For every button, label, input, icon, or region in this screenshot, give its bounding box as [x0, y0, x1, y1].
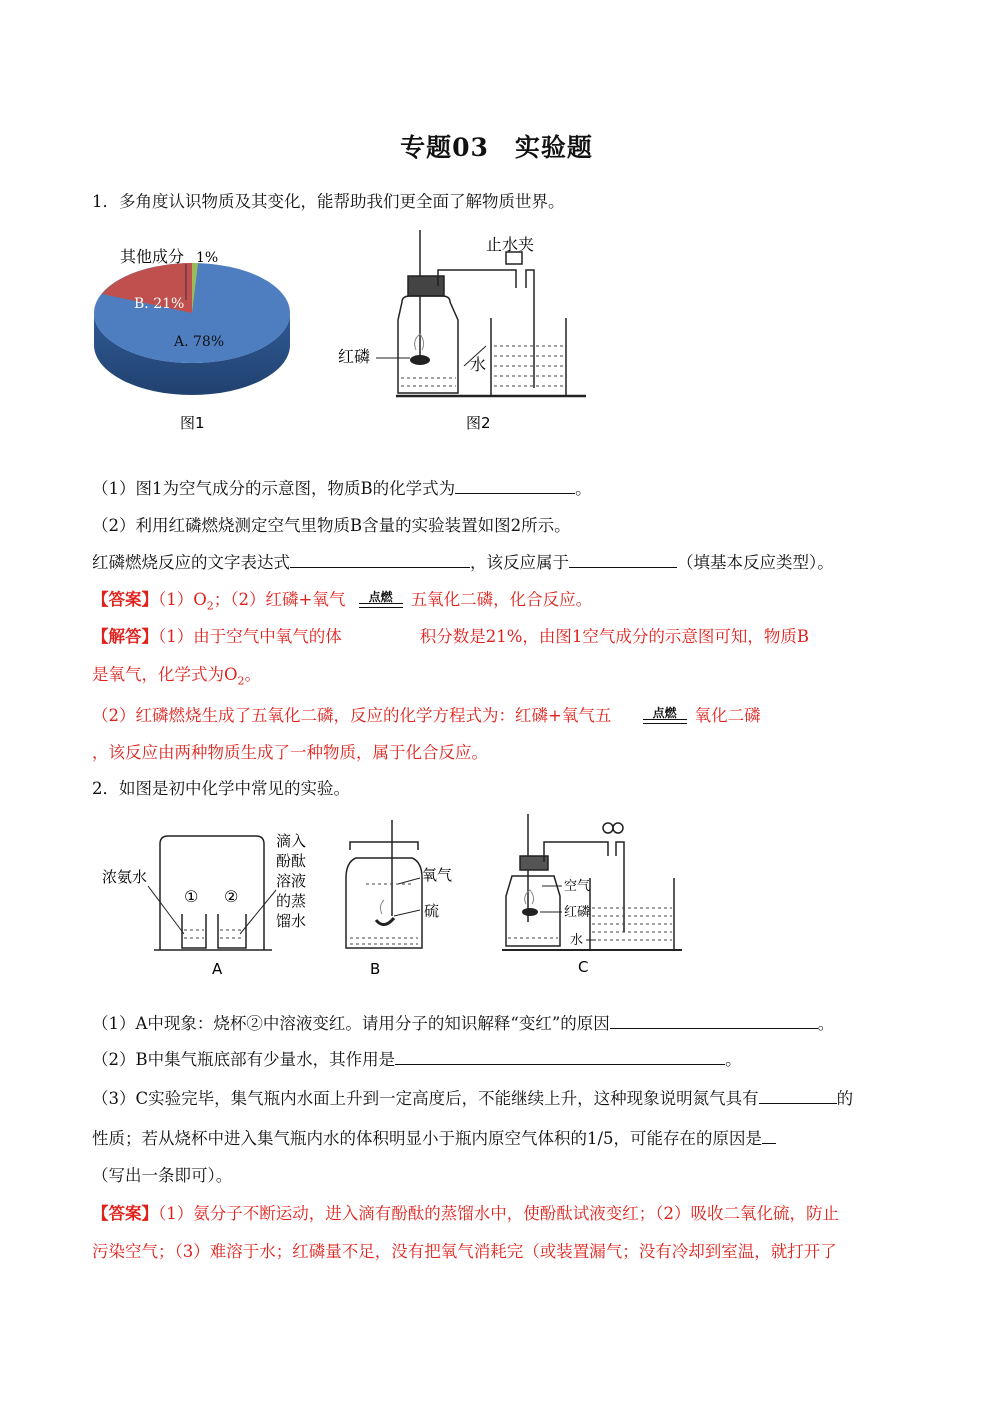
subscript: 2 [237, 674, 245, 688]
q1-part3 [92, 551, 834, 575]
q2-part4-text: 性质；若从烧杯中进入集气瓶内水的体积明显小于瓶内原空气体积的1/5，可能存在的原因是 [92, 1129, 763, 1148]
label-drop-2: 酚酞 [276, 852, 307, 870]
figure-1-pie [88, 240, 308, 435]
pie-label-other: 其他成分 [120, 247, 185, 266]
figure-2-apparatus [336, 228, 596, 438]
figure-2-caption: 图2 [466, 414, 491, 432]
q2-part2-text: （2）B中集气瓶底部有少量水，其作用是 [92, 1050, 396, 1069]
subscript: 2 [206, 599, 214, 613]
label-red-phosphorus: 红磷 [338, 347, 371, 366]
q2-part3-text: （3）C实验完毕，集气瓶内水面上升到一定高度后，不能继续上升，这种现象说明氮气具有 [92, 1089, 759, 1108]
q1-explain-3 [92, 704, 761, 728]
answer-blank[interactable] [395, 1048, 725, 1065]
q2-answer-1 [92, 1202, 839, 1226]
reaction-condition [359, 591, 403, 611]
explain-text: 积分数是21%，由图1空气成分的示意图可知，物质B [419, 627, 810, 646]
q1-stem: 1．多角度认识物质及其变化，能帮助我们更全面了解物质世界。 [92, 192, 565, 211]
q1-part2: （2）利用红磷燃烧测定空气里物质B含量的实验装置如图2所示。 [92, 516, 571, 535]
answer-blank[interactable] [569, 551, 677, 568]
condition-label: 点燃 [652, 705, 677, 720]
answer-text: （1）O [158, 590, 207, 609]
figure-c-apparatus [496, 812, 706, 980]
label-red-phosphorus-c: 红磷 [564, 905, 591, 920]
q1-explain-2 [92, 663, 261, 693]
answer-text: 五氧化二磷，化合反应。 [410, 590, 593, 609]
beaker-2-label: ② [224, 887, 239, 906]
pie-label-b: B. 21% [134, 296, 185, 312]
q2-part3 [92, 1087, 853, 1111]
answer-text: （1）氨分子不断运动，进入滴有酚酞的蒸馏水中，使酚酞试液变红；（2）吸收二氧化硫，防止 [158, 1204, 839, 1223]
answer-text: ；（2）红磷+氧气 [213, 590, 346, 609]
label-oxygen: 氧气 [422, 866, 453, 884]
answer-tag: 【答案】 [92, 590, 158, 609]
answer-blank[interactable] [759, 1087, 837, 1104]
explain-text: 氧化二磷 [694, 706, 761, 725]
q2-part1-end: 。 [817, 1014, 835, 1033]
q2-part1-text: （1）A中现象：烧杯②中溶液变红。请用分子的知识解释“变红”的原因 [92, 1014, 610, 1033]
answer-blank[interactable] [455, 477, 575, 494]
q2-part2 [92, 1048, 742, 1072]
explain-text: 。 [244, 665, 262, 684]
q1-part3-text: 红磷燃烧反应的文字表达式 [92, 553, 290, 572]
q2-stem: 2．如图是初中化学中常见的实验。 [92, 779, 350, 798]
figure-a-caption: A [212, 960, 223, 978]
label-drop-1: 滴入 [276, 832, 307, 850]
explain-text: （2）红磷燃烧生成了五氧化二磷，反应的化学方程式为：红磷+氧气五 [92, 706, 612, 725]
figure-c-caption: C [578, 958, 589, 976]
label-water-c: 水 [570, 933, 584, 948]
explain-tag: 【解答】 [92, 627, 158, 646]
figure-b-caption: B [370, 960, 381, 978]
label-air: 空气 [564, 879, 591, 894]
q2-part2-end: 。 [725, 1050, 742, 1069]
label-water: 水 [470, 355, 487, 374]
label-ammonia: 浓氨水 [102, 868, 148, 886]
answer-blank[interactable] [610, 1012, 818, 1029]
label-clip: 止水夹 [486, 235, 535, 254]
reaction-condition [643, 707, 687, 727]
label-drop-3: 溶液 [276, 872, 307, 890]
pie-label-other-pct: 1% [196, 250, 219, 266]
label-drop-5: 馏水 [276, 912, 307, 930]
figure-1-caption: 图1 [180, 414, 205, 432]
q1-part1-end: 。 [575, 479, 592, 498]
q1-explain-4: ，该反应由两种物质生成了一种物质，属于化合反应。 [92, 743, 488, 762]
page-title: 专题03 实验题 [400, 133, 593, 162]
explain-text: 是氧气，化学式为O [92, 665, 238, 684]
q1-part3-end: （填基本反应类型）。 [677, 553, 834, 572]
answer-blank[interactable] [290, 551, 470, 568]
beaker-1-label: ① [184, 887, 199, 906]
answer-blank[interactable] [762, 1127, 776, 1144]
q2-part1 [92, 1012, 834, 1036]
q1-answer [92, 588, 592, 618]
q2-part3-end: 的 [836, 1089, 854, 1108]
q1-explain-1 [92, 625, 809, 649]
answer-tag: 【答案】 [92, 1204, 158, 1223]
q2-part4 [92, 1127, 776, 1151]
q1-part3-mid: ，该反应属于 [470, 553, 569, 572]
q2-part5: （写出一条即可）。 [92, 1166, 233, 1185]
label-drop-4: 的蒸 [276, 892, 307, 910]
condition-label: 点燃 [368, 589, 393, 604]
figure-b-apparatus [336, 818, 466, 980]
q1-part1-text: （1）图1为空气成分的示意图，物质B的化学式为 [92, 479, 456, 498]
label-sulfur: 硫 [424, 902, 440, 920]
q2-answer-2: 污染空气；（3）难溶于水；红磷量不足，没有把氧气消耗完（或装置漏气；没有冷却到室温，就打开了 [92, 1242, 837, 1261]
q1-part1 [92, 477, 592, 501]
figure-a-apparatus [100, 830, 320, 980]
explain-text: （1）由于空气中氧气的体 [158, 627, 342, 646]
pie-label-a: A. 78% [174, 334, 225, 350]
